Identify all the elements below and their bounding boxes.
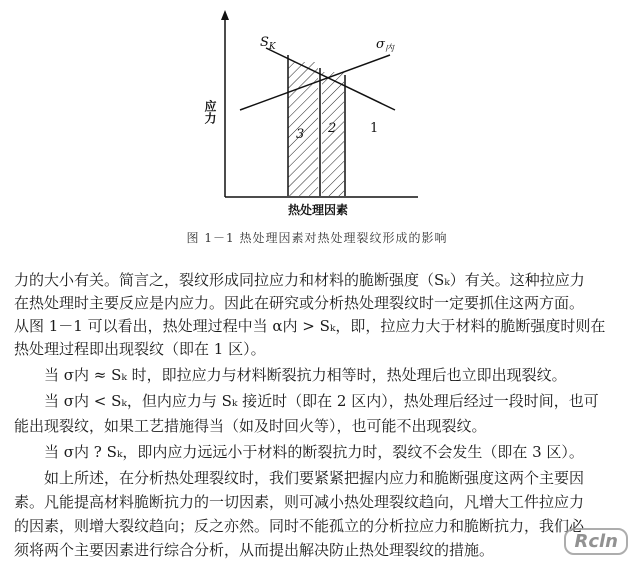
watermark-logo: Rcln (564, 528, 628, 555)
paragraph-4: 当 σ内 ? Sₖ，即内应力远远小于材料的断裂抗力时，裂纹不会发生（即在 3 区）。 (44, 443, 584, 461)
paragraph-5-line-3: 的因素，则增大裂纹趋向；反之亦然。同时不能孤立的分析拉应力和脆断抗力，我们必 (14, 517, 585, 535)
figure-caption: 图 1－1 热处理因素对热处理裂纹形成的影响 (186, 231, 448, 245)
region-1-label: 1 (370, 121, 379, 136)
paragraph-1-line-3: 从图 1－1 可以看出，热处理过程中当 α内 > Sₖ，即，拉应力大于材料的脆断强度时则在 (14, 317, 606, 335)
paragraph-5-line-1: 如上所述，在分析热处理裂纹时，我们要紧紧把握内应力和脆断强度这两个主要因 (44, 469, 585, 487)
figure-diagram (0, 0, 634, 225)
x-axis-label: 热处理因素 (287, 203, 349, 217)
curve-sk-label: $S_K$ (260, 35, 276, 52)
paragraph-1-line-4: 热处理过程即出现裂纹（即在 1 区）。 (14, 340, 266, 358)
y-axis-label: 应力 (203, 100, 217, 124)
paragraph-5-line-2: 素。凡能提高材料脆断抗力的一切因素，则可减小热处理裂纹趋向，凡增大工件拉应力 (14, 493, 585, 511)
region-2-label: 2 (328, 121, 337, 136)
paragraph-1-line-1: 力的大小有关。简言之，裂纹形成同拉应力和材料的脆断强度（Sₖ）有关。这种拉应力 (14, 271, 585, 289)
paragraph-1-line-2: 在热处理时主要反应是内应力。因此在研究或分析热处理裂纹时一定要抓住这两方面。 (14, 294, 585, 312)
y-axis-arrow (221, 10, 229, 20)
region-3-label: 3 (296, 127, 305, 142)
curve-sigma-label: $\sigma_内$ (376, 37, 394, 54)
paragraph-3-line-2: 能出现裂纹，如果工艺措施得当（如及时回火等），也可能不出现裂纹。 (14, 417, 487, 435)
paragraph-2: 当 σ内 ≈ Sₖ 时，即拉应力与材料断裂抗力相等时，热处理后也立即出现裂纹。 (44, 366, 567, 384)
paragraph-3-line-1: 当 σ内 < Sₖ，但内应力与 Sₖ 接近时（即在 2 区内），热处理后经过一段时间，也可 (44, 392, 599, 410)
paragraph-5-line-4: 须将两个主要因素进行综合分析，从而提出解决防止热处理裂纹的措施。 (14, 541, 495, 559)
